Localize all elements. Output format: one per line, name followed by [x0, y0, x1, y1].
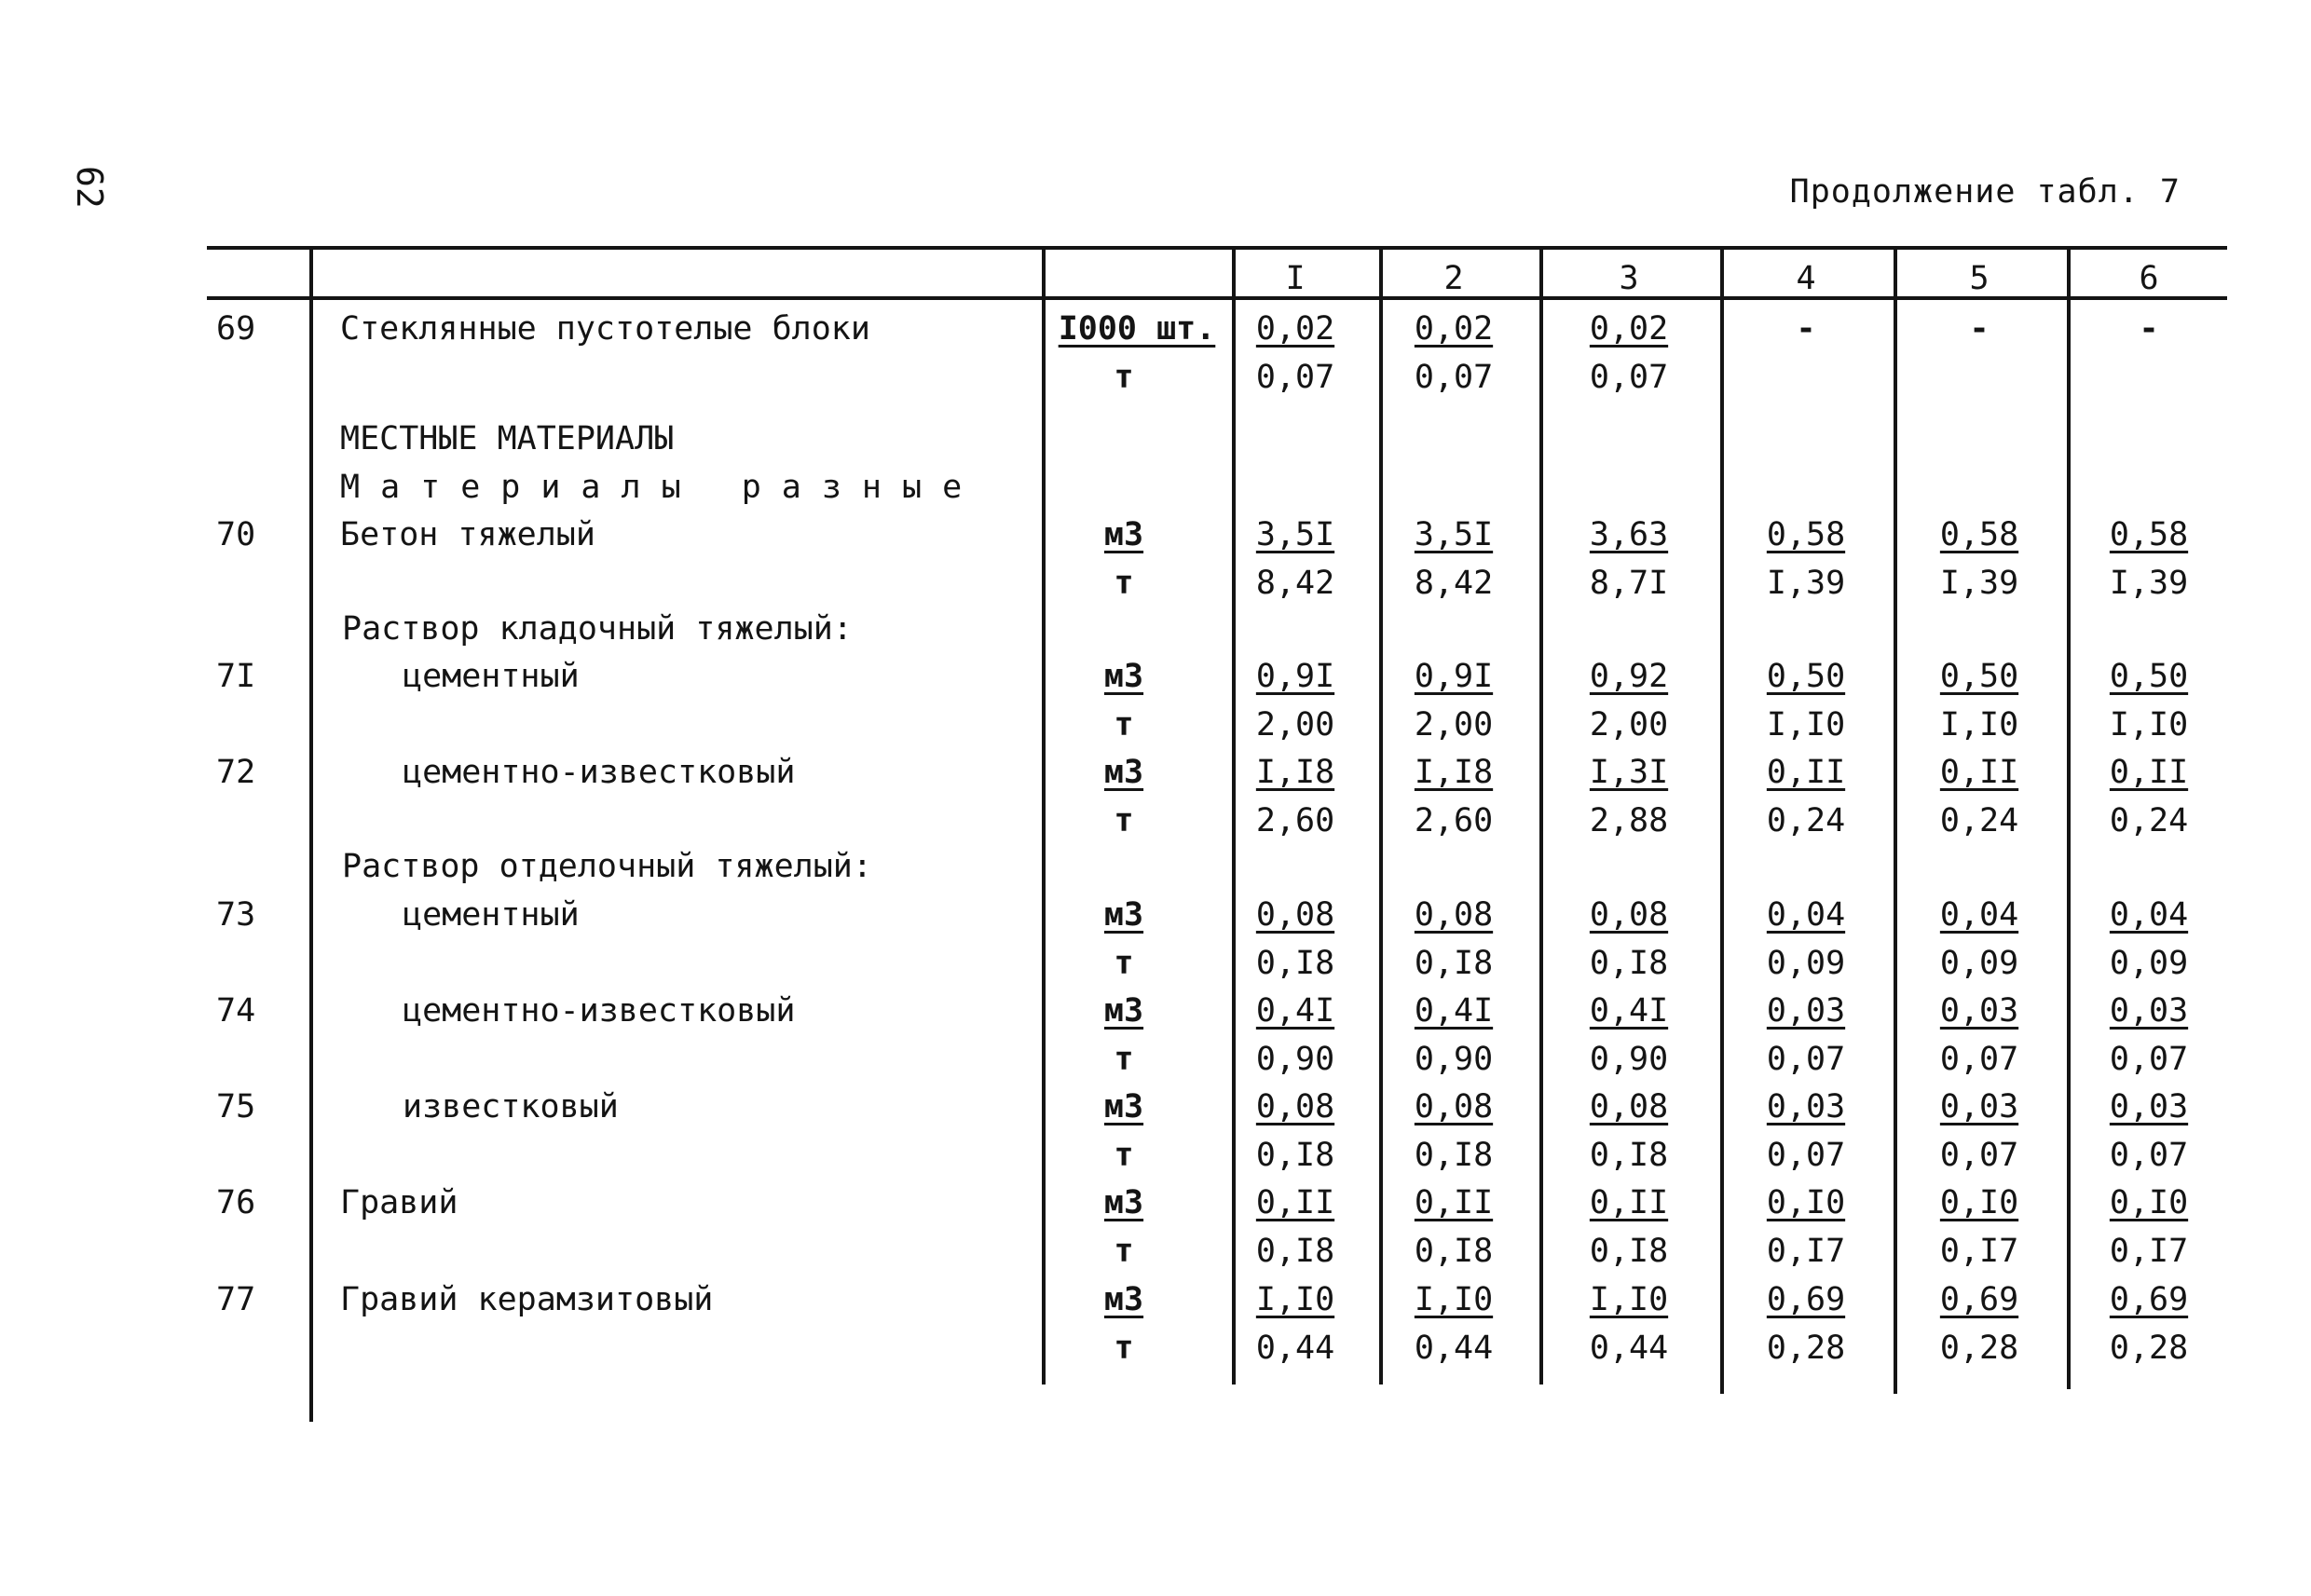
row-value-secondary: 2,00: [1255, 706, 1335, 743]
row-value-primary: 0,03: [1939, 992, 2019, 1030]
row-value-secondary: 0,07: [1255, 359, 1335, 396]
row-value-primary: 0,03: [1939, 1088, 2019, 1125]
row-value-primary: 0,II: [2109, 754, 2189, 791]
row-material-name: цементно-известковый: [403, 754, 796, 791]
row-value-secondary: 2,00: [1414, 706, 1494, 743]
row-value-secondary: 0,I8: [1255, 1233, 1335, 1270]
row-value-secondary: 0,07: [1414, 359, 1494, 396]
row-value-primary: 0,04: [1939, 896, 2019, 934]
row-number: 75: [216, 1088, 256, 1125]
row-unit-primary: I000 шт.: [1058, 310, 1216, 348]
row-value-primary: I,I8: [1255, 754, 1335, 791]
table-caption: Продолжение табл. 7: [1789, 173, 2181, 211]
row-material-name: Гравий керамзитовый: [340, 1281, 714, 1318]
row-value-secondary: 0,07: [1939, 1041, 2019, 1078]
row-value-primary: 3,5I: [1255, 516, 1335, 553]
row-value-secondary: 0,07: [2109, 1041, 2189, 1078]
row-value-secondary: 8,42: [1255, 565, 1335, 602]
row-material-name: цементный: [403, 896, 580, 934]
row-unit-primary: м3: [1103, 1184, 1144, 1221]
row-material-name: Бетон тяжелый: [340, 516, 595, 553]
group-header-masonry-mortar: Раствор кладочный тяжелый:: [342, 610, 853, 648]
row-value-primary: 0,II: [1589, 1184, 1669, 1221]
row-value-secondary: 0,07: [2109, 1137, 2189, 1174]
page-number: 62: [69, 166, 110, 209]
row-value-secondary: 2,00: [1589, 706, 1669, 743]
row-unit-primary: м3: [1103, 992, 1144, 1030]
row-unit-primary: м3: [1103, 658, 1144, 695]
column-divider-num: [309, 248, 313, 1422]
row-value-primary: I,I0: [1589, 1281, 1669, 1318]
row-value-primary: 0,4I: [1414, 992, 1494, 1030]
row-value-secondary: 0,I8: [1589, 1233, 1669, 1270]
row-value-primary: 0,50: [1766, 658, 1846, 695]
row-number: 73: [216, 896, 256, 934]
row-value-secondary: 0,28: [1766, 1330, 1846, 1367]
column-divider-unit: [1232, 248, 1236, 1385]
row-value-secondary: 0,28: [2109, 1330, 2189, 1367]
row-value-primary: 0,69: [1939, 1281, 2019, 1318]
section-title-misc-materials: Материалы разные: [340, 469, 983, 506]
row-value-primary: 0,08: [1414, 896, 1494, 934]
row-value-secondary: 2,60: [1255, 802, 1335, 839]
row-value-secondary: 0,I8: [1414, 1137, 1494, 1174]
row-number: 69: [216, 310, 256, 348]
row-value-secondary: 0,90: [1255, 1041, 1335, 1078]
row-value-secondary: I,I0: [1766, 706, 1846, 743]
row-value-primary: 0,02: [1414, 310, 1494, 348]
row-value-secondary: 0,07: [1766, 1041, 1846, 1078]
row-value-secondary: 0,24: [2109, 802, 2189, 839]
row-number: 7I: [216, 658, 256, 695]
row-value-primary: I,I8: [1414, 754, 1494, 791]
row-value-secondary: 0,I7: [1766, 1233, 1846, 1270]
table-top-rule: [207, 246, 2227, 250]
row-value-primary: 0,50: [2109, 658, 2189, 695]
row-value-secondary: I,39: [1766, 565, 1846, 602]
row-value-primary: 3,5I: [1414, 516, 1494, 553]
row-unit-primary: м3: [1103, 754, 1144, 791]
row-unit-secondary: т: [1114, 1233, 1134, 1270]
row-unit-secondary: т: [1114, 1041, 1134, 1078]
row-value-secondary: 0,I8: [1255, 1137, 1335, 1174]
row-value-secondary: 0,90: [1589, 1041, 1669, 1078]
row-value-primary: 0,II: [1766, 754, 1846, 791]
row-value-primary: 0,92: [1589, 658, 1669, 695]
row-value-secondary: 0,07: [1589, 359, 1669, 396]
row-value-secondary: 0,07: [1939, 1137, 2019, 1174]
row-value-primary: 3,63: [1589, 516, 1669, 553]
row-value-primary: 0,I0: [1939, 1184, 2019, 1221]
row-value-secondary: 0,44: [1414, 1330, 1494, 1367]
row-unit-primary: м3: [1103, 1088, 1144, 1125]
column-number-5: 5: [1969, 260, 1990, 297]
row-unit-primary: м3: [1103, 1281, 1144, 1318]
row-material-name: известковый: [403, 1088, 619, 1125]
row-unit-secondary: т: [1114, 359, 1134, 396]
row-value-secondary: 0,24: [1939, 802, 2019, 839]
row-value-primary: 0,08: [1255, 896, 1335, 934]
row-value-primary: 0,69: [2109, 1281, 2189, 1318]
row-value-primary: 0,08: [1589, 896, 1669, 934]
column-divider-2: [1539, 248, 1543, 1385]
column-divider-3: [1720, 248, 1724, 1394]
row-value-primary: 0,9I: [1414, 658, 1494, 695]
row-value-primary: 0,I0: [1766, 1184, 1846, 1221]
column-divider-4: [1894, 248, 1897, 1394]
row-unit-secondary: т: [1114, 1330, 1134, 1367]
row-value-secondary: 8,7I: [1589, 565, 1669, 602]
row-value-primary: 0,58: [1766, 516, 1846, 553]
row-value-primary: I,3I: [1589, 754, 1669, 791]
row-value-primary: 0,04: [2109, 896, 2189, 934]
row-value-secondary: 0,28: [1939, 1330, 2019, 1367]
row-value-secondary: 0,07: [1766, 1137, 1846, 1174]
row-material-name: Гравий: [340, 1184, 458, 1221]
row-value-secondary: 0,09: [2109, 945, 2189, 982]
row-value-primary: I,I0: [1414, 1281, 1494, 1318]
row-value-secondary: 0,44: [1589, 1330, 1669, 1367]
row-number: 70: [216, 516, 256, 553]
row-value-primary: -: [1969, 310, 1990, 348]
row-value-secondary: 0,24: [1766, 802, 1846, 839]
row-value-primary: 0,03: [1766, 1088, 1846, 1125]
row-unit-secondary: т: [1114, 945, 1134, 982]
row-unit-secondary: т: [1114, 565, 1134, 602]
row-value-secondary: 0,I8: [1255, 945, 1335, 982]
row-value-primary: 0,II: [1939, 754, 2019, 791]
row-value-secondary: 0,I8: [1589, 945, 1669, 982]
row-value-primary: 0,03: [2109, 1088, 2189, 1125]
row-unit-secondary: т: [1114, 802, 1134, 839]
column-divider-1: [1379, 248, 1383, 1385]
row-value-secondary: 0,I7: [1939, 1233, 2019, 1270]
row-value-secondary: 0,I8: [1414, 1233, 1494, 1270]
row-value-primary: 0,02: [1589, 310, 1669, 348]
row-value-primary: 0,03: [2109, 992, 2189, 1030]
row-value-primary: 0,02: [1255, 310, 1335, 348]
row-value-primary: 0,08: [1589, 1088, 1669, 1125]
row-value-primary: 0,04: [1766, 896, 1846, 934]
row-unit-secondary: т: [1114, 1137, 1134, 1174]
row-value-secondary: 2,60: [1414, 802, 1494, 839]
group-header-finishing-mortar: Раствор отделочный тяжелый:: [342, 848, 872, 885]
row-value-primary: -: [1796, 310, 1816, 348]
row-number: 76: [216, 1184, 256, 1221]
row-unit-primary: м3: [1103, 516, 1144, 553]
row-value-secondary: I,39: [1939, 565, 2019, 602]
column-number-6: 6: [2139, 260, 2159, 297]
row-value-secondary: 0,I7: [2109, 1233, 2189, 1270]
row-value-secondary: I,39: [2109, 565, 2189, 602]
row-value-primary: 0,69: [1766, 1281, 1846, 1318]
column-divider-5: [2067, 248, 2071, 1389]
row-number: 77: [216, 1281, 256, 1318]
row-value-primary: 0,08: [1255, 1088, 1335, 1125]
section-title-local-materials: МЕСТНЫЕ МАТЕРИАЛЫ: [340, 420, 675, 457]
row-material-name: Стеклянные пустотелые блоки: [340, 310, 870, 348]
row-value-primary: 0,II: [1414, 1184, 1494, 1221]
row-value-secondary: 8,42: [1414, 565, 1494, 602]
row-value-primary: -: [2139, 310, 2159, 348]
row-value-primary: 0,4I: [1255, 992, 1335, 1030]
row-value-primary: 0,4I: [1589, 992, 1669, 1030]
row-value-secondary: 0,I8: [1414, 945, 1494, 982]
table-header-rule: [207, 296, 2227, 300]
row-value-primary: 0,08: [1414, 1088, 1494, 1125]
column-number-2: 2: [1443, 260, 1464, 297]
column-number-3: 3: [1619, 260, 1639, 297]
row-value-primary: I,I0: [1255, 1281, 1335, 1318]
row-value-primary: 0,50: [1939, 658, 2019, 695]
row-number: 74: [216, 992, 256, 1030]
row-value-secondary: 0,I8: [1589, 1137, 1669, 1174]
row-value-secondary: I,I0: [1939, 706, 2019, 743]
row-value-primary: 0,58: [1939, 516, 2019, 553]
row-value-secondary: 0,09: [1939, 945, 2019, 982]
column-number-4: 4: [1796, 260, 1816, 297]
row-value-primary: 0,II: [1255, 1184, 1335, 1221]
row-value-secondary: 0,44: [1255, 1330, 1335, 1367]
row-value-secondary: 2,88: [1589, 802, 1669, 839]
row-material-name: цементно-известковый: [403, 992, 796, 1030]
row-unit-secondary: т: [1114, 706, 1134, 743]
row-unit-primary: м3: [1103, 896, 1144, 934]
row-value-primary: 0,I0: [2109, 1184, 2189, 1221]
row-value-primary: 0,03: [1766, 992, 1846, 1030]
row-value-secondary: 0,09: [1766, 945, 1846, 982]
row-value-primary: 0,9I: [1255, 658, 1335, 695]
row-material-name: цементный: [403, 658, 580, 695]
row-value-primary: 0,58: [2109, 516, 2189, 553]
row-number: 72: [216, 754, 256, 791]
column-divider-name: [1042, 248, 1046, 1385]
row-value-secondary: 0,90: [1414, 1041, 1494, 1078]
row-value-secondary: I,I0: [2109, 706, 2189, 743]
column-number-1: I: [1285, 260, 1306, 297]
